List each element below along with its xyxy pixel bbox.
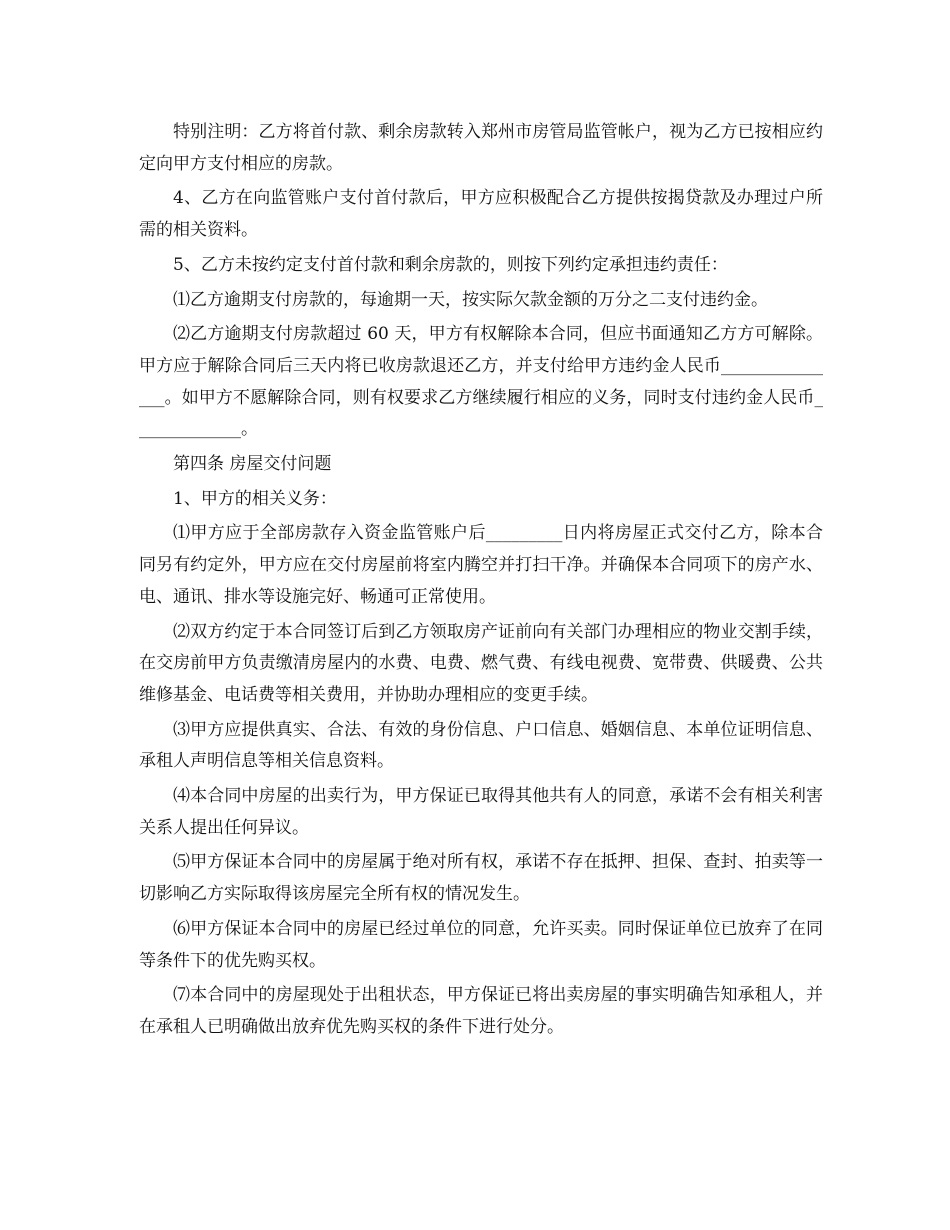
paragraph-obligation-6: ⑹甲方保证本合同中的房屋已经过单位的同意，允许买卖。同时保证单位已放弃了在同等条件下的优先购买权。 <box>139 918 823 971</box>
paragraph-obligation-7: ⑺本合同中的房屋现处于出租状态，甲方保证已将出卖房屋的事实明确告知承租人，并在承租人已明确做出放弃优先购买权的条件下进行处分。 <box>139 985 823 1037</box>
paragraph-clause-5: 5、乙方未按约定支付首付款和剩余房款的，则按下列约定承担违约责任： <box>173 254 728 275</box>
document-page <box>139 117 823 1047</box>
paragraph-obligation-3: ⑶甲方应提供真实、合法、有效的身份信息、户口信息、婚姻信息、本单位证明信息、承租人声明信息等相关信息资料。 <box>139 719 823 772</box>
paragraph-obligation-5: ⑸甲方保证本合同中的房屋属于绝对所有权，承诺不存在抵押、担保、查封、拍卖等一切影响乙方实际取得该房屋完全所有权的情况发生。 <box>139 852 823 905</box>
paragraph-clause-4: 4、乙方在向监管账户支付首付款后，甲方应积极配合乙方提供按揭贷款及办理过户所需的相关资料。 <box>139 188 823 241</box>
paragraph-special-note: 特别注明：乙方将首付款、剩余房款转入郑州市房管局监管帐户，视为乙方已按相应约定向甲方支付相应的房款。 <box>139 122 823 174</box>
paragraph-clause-5-item-1: ⑴乙方逾期支付房款的，每逾期一天，按实际欠款金额的万分之二支付违约金。 <box>173 289 768 310</box>
paragraph-obligation-1: ⑴甲方应于全部房款存入资金监管账户后_________日内将房屋正式交付乙方，除本合同另有约定外，甲方应在交付房屋前将室内腾空并打扫干净。并确保本合同项下的房产水、电、通讯、排水等设施完好、畅通可正常使用。 <box>139 523 823 607</box>
paragraph-clause-5-item-2: ⑵乙方逾期支付房款超过 60 天，甲方有权解除本合同，但应书面通知乙方方可解除。甲方应于解除合同后三天内将已收房款退还乙方，并支付给甲方违约金人民币_______________。如甲方不愿解除合同，则有权要求乙方继续履行相应的义务，同时支付违约金人民币_____________。 <box>139 324 823 440</box>
paragraph-party-a-obligations: 1、甲方的相关义务： <box>173 488 337 509</box>
paragraph-obligation-4: ⑷本合同中房屋的出卖行为，甲方保证已取得其他共有人的同意，承诺不会有相关利害关系人提出任何异议。 <box>139 786 823 838</box>
section-heading-article-4: 第四条 房屋交付问题 <box>173 454 332 475</box>
paragraph-obligation-2: ⑵双方约定于本合同签订后到乙方领取房产证前向有关部门办理相应的物业交割手续，在交房前甲方负责缴清房屋内的水费、电费、燃气费、有线电视费、宽带费、供暖费、公共维修基金、电话费等相关费用，并协助办理相应的变更手续。 <box>139 621 823 705</box>
